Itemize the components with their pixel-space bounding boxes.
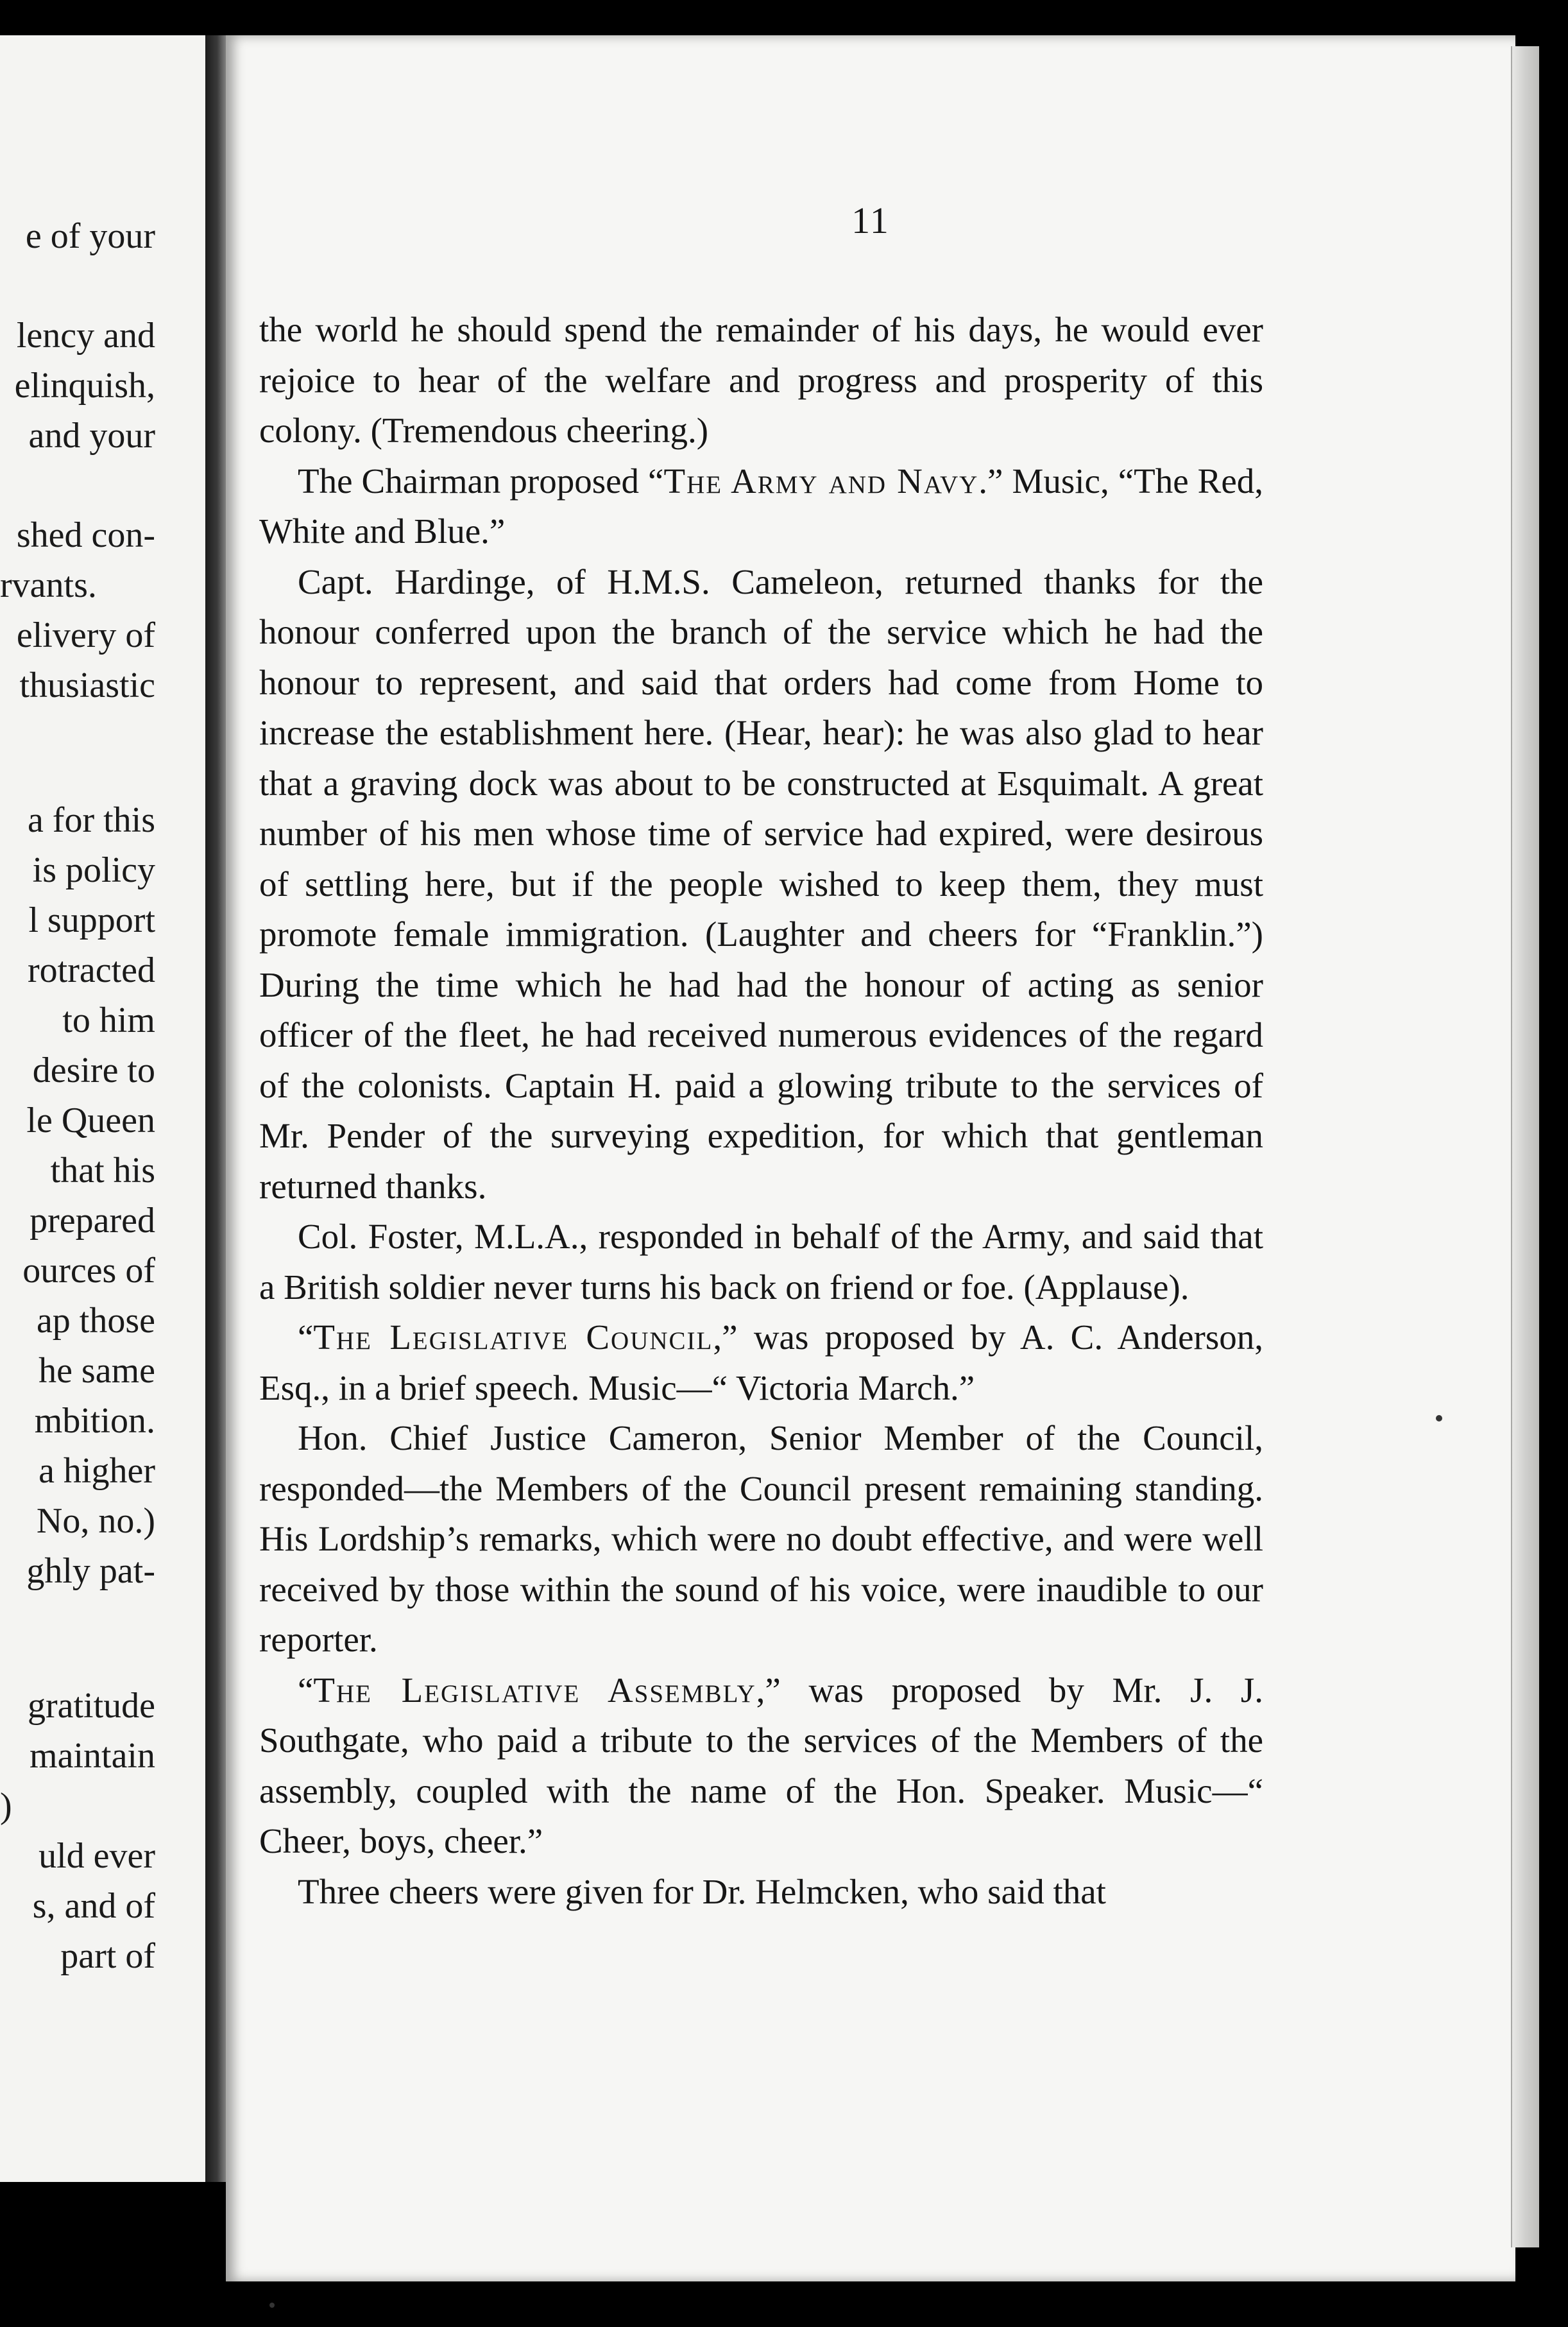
text-run: Hon. Chief Justice Cameron, Senior Member of the Council, responded—the Members of the Council present remaining standing. His Lordship’s remarks, which were no doubt effective, and were well received by those within the sound of his voice, were inaudible to our reporter. [259, 1418, 1263, 1659]
paragraph [259, 1212, 1263, 1312]
paragraph [259, 1413, 1263, 1665]
paragraph [259, 1312, 1263, 1413]
book-page [226, 35, 1515, 2281]
paragraph [259, 1867, 1263, 1918]
left-page-line: prepared [30, 1201, 155, 1241]
speck-mark [1436, 1415, 1442, 1421]
left-page-line: and your [28, 416, 155, 456]
left-page-line: part of [60, 1936, 155, 1976]
toast-title: The Legislative Assembly [313, 1670, 756, 1710]
toast-title: The Army and Navy [663, 461, 979, 501]
left-page-line: maintain [30, 1736, 155, 1776]
left-page-line: elivery of [16, 615, 155, 655]
previous-page-fragment [0, 35, 205, 2182]
left-page-line: desire to [32, 1051, 155, 1090]
text-run: ,” was proposed by A. C. Anderson, Esq., in a brief speech. Music—“ Victoria March.” [259, 1318, 1263, 1407]
left-page-line: ources of [22, 1251, 155, 1291]
left-page-line: shed con- [16, 515, 155, 555]
left-page-line: rvants. [0, 565, 97, 605]
text-run: Three cheers were given for Dr. Helmcken, who said that [298, 1871, 1106, 1911]
left-page-line: uld ever [38, 1836, 155, 1876]
left-page-line: elinquish, [14, 366, 155, 406]
speck-mark [269, 2303, 275, 2308]
left-page-line: that his [50, 1151, 155, 1190]
paragraph [259, 456, 1263, 557]
toast-title: The Legislative Council [313, 1318, 713, 1357]
left-page-line: gratitude [27, 1686, 155, 1726]
left-page-line: to him [62, 1000, 155, 1040]
left-page-line: a higher [38, 1451, 155, 1491]
text-run: the world he should spend the remainder of his days, he would ever rejoice to hear of the welfare and progress and prosperity of this colony. (Tremendous cheering.) [259, 310, 1263, 450]
left-page-line: he same [38, 1351, 155, 1391]
left-page-line: thusiastic [19, 665, 155, 705]
left-page-line: l support [28, 900, 155, 940]
page-edge [1511, 46, 1539, 2247]
paragraph [259, 1665, 1263, 1867]
left-page-line: s, and of [32, 1886, 155, 1926]
text-run: Capt. Hardinge, of H.M.S. Cameleon, returned thanks for the honour conferred upon the branch of the service which he had the honour to represent, and said that orders had come from Home to increase the establishment here. (Hear, hear): he was also glad to hear that a graving dock was about to be constructed at Esquimalt. A great number of his men whose time of service had expired, were desirous of settling here, but if the people wished to keep them, they must promote female immigration. (Laughter and cheers for “Franklin.”) During the time which he had had the honour of acting as senior officer of the fleet, he had received numerous evidences of the regard of the colonists. Captain H. paid a glowing tribute to the services of Mr. Pender of the surveying expedition, for which that gentleman returned thanks. [259, 562, 1263, 1206]
left-page-line: e of your [25, 216, 155, 256]
text-run: “ [298, 1670, 314, 1710]
text-run: ,” was proposed by Mr. J. J. Southgate, who paid a tribute to the services of the Members of the assembly, coupled with the name of the Hon. Speaker. Music—“ Cheer, boys, cheer.” [259, 1670, 1263, 1860]
left-page-line: lency and [16, 316, 155, 356]
left-page-line: a for this [27, 800, 155, 840]
left-page-line: rotracted [28, 950, 155, 990]
left-page-line: ap those [36, 1301, 155, 1341]
left-page-line: le Queen [26, 1101, 155, 1140]
text-run: .” Music, “The Red, White and Blue.” [259, 461, 1263, 551]
body-text [259, 305, 1263, 1917]
text-run: The Chairman proposed “ [298, 461, 664, 501]
left-page-line: is policy [32, 850, 155, 890]
left-page-line: mbition. [34, 1401, 155, 1441]
paragraph [259, 557, 1263, 1212]
page-number: 11 [851, 200, 890, 241]
text-run: Col. Foster, M.L.A., responded in behalf of the Army, and said that a British soldier never turns his back on friend or foe. (Applause). [259, 1217, 1263, 1307]
paragraph [259, 305, 1263, 456]
text-run: “ [298, 1318, 314, 1357]
left-page-line: ) [0, 1786, 12, 1826]
left-page-line: ghly pat- [26, 1551, 155, 1591]
left-page-line: No, no.) [36, 1501, 155, 1541]
